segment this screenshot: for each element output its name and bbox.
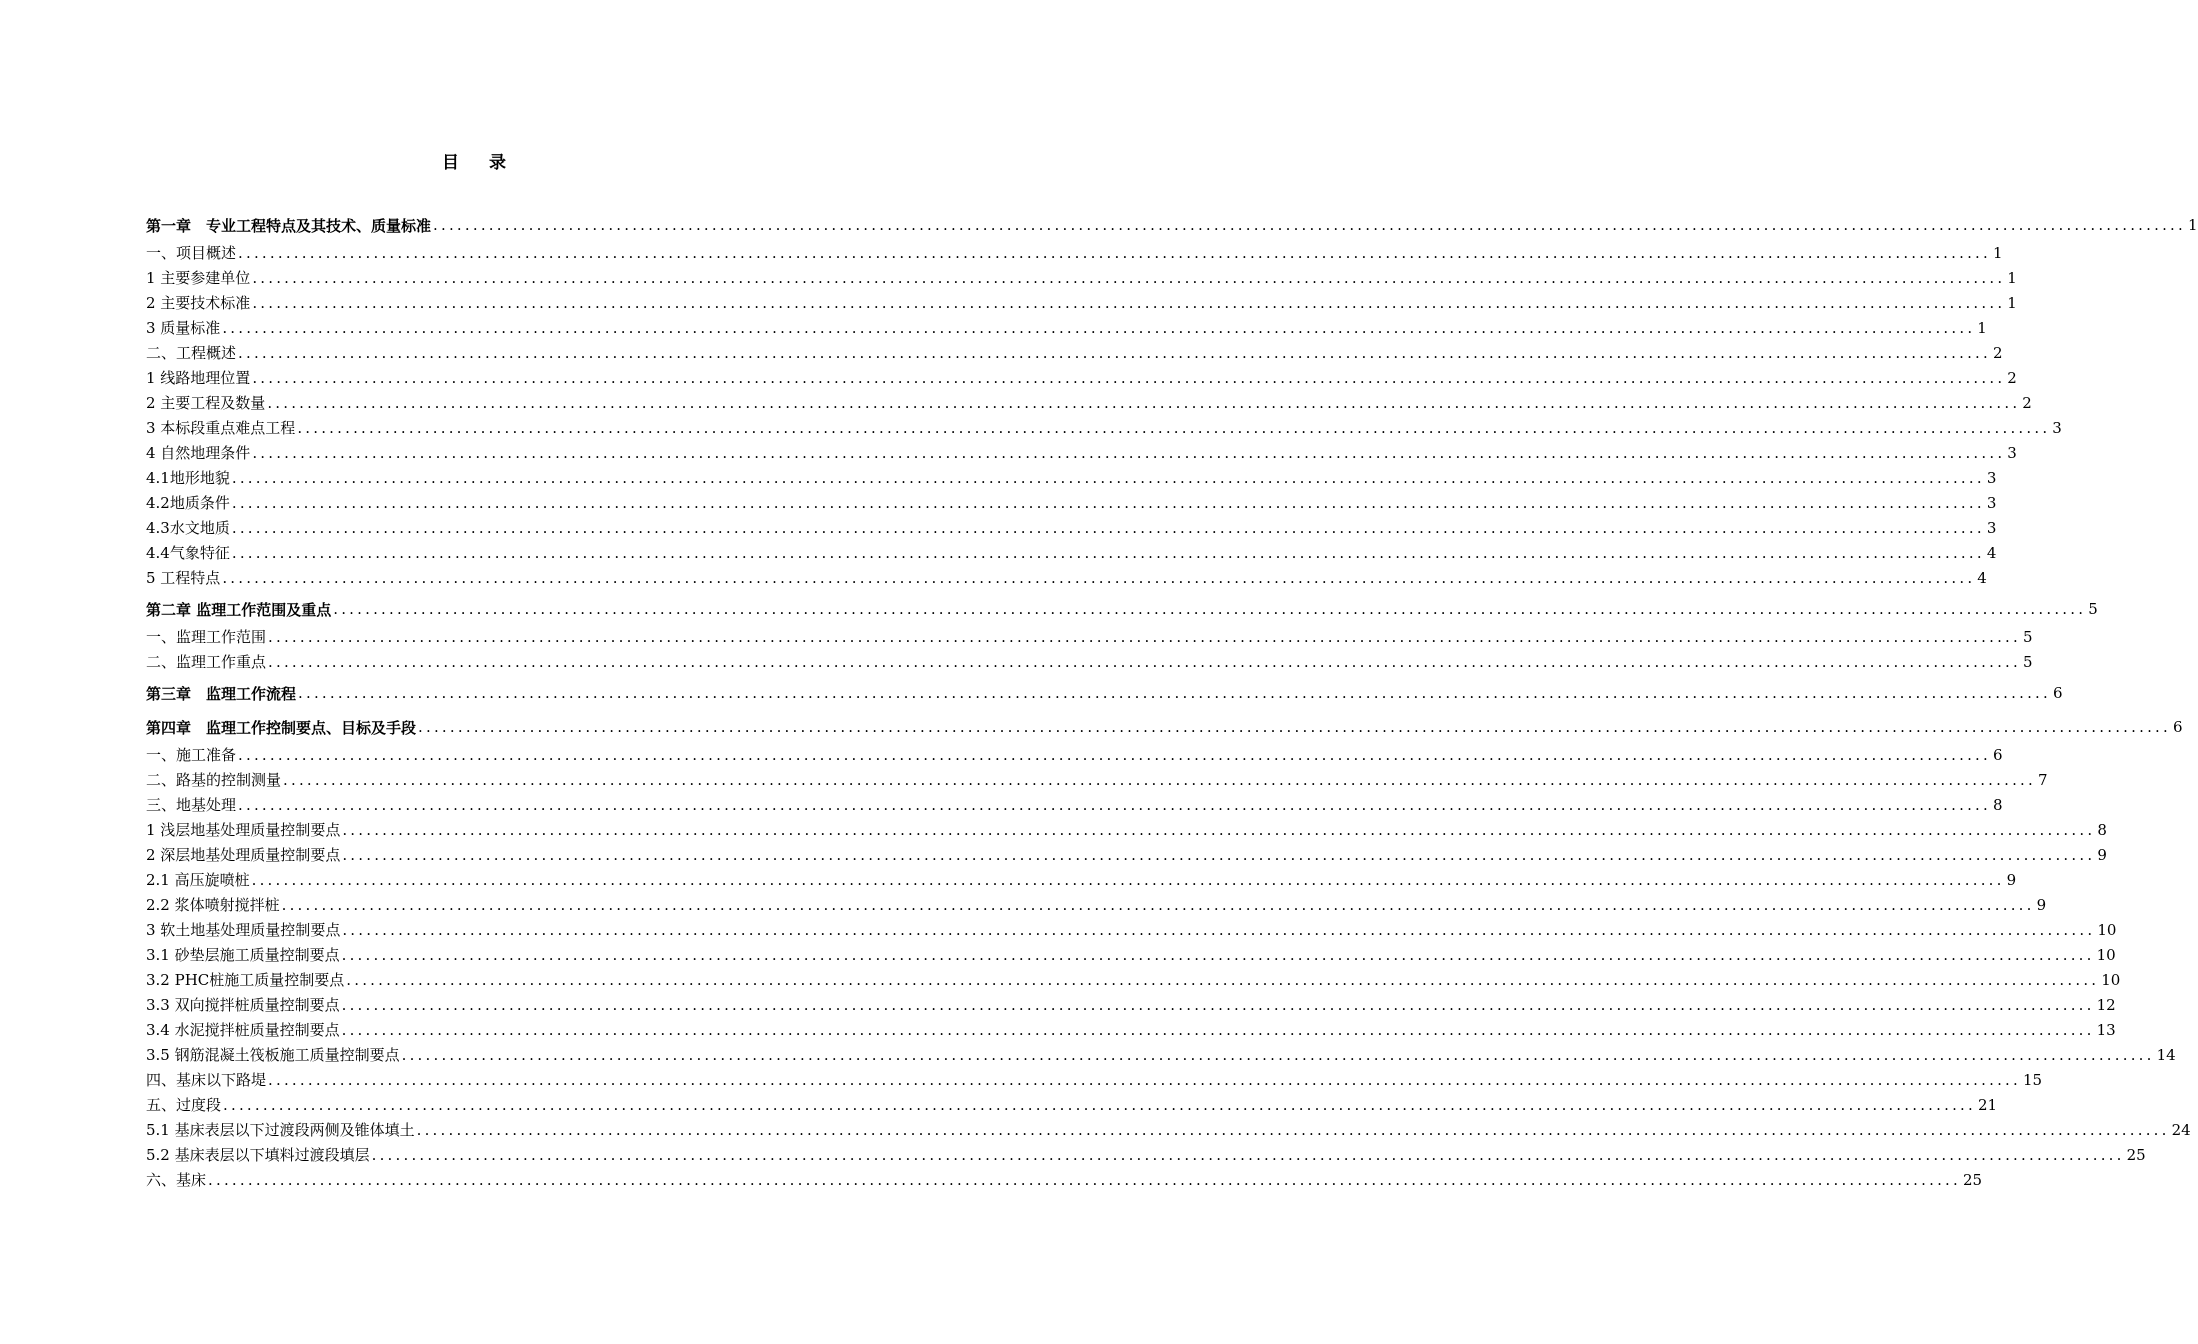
toc-page-number: 2 (2022, 394, 2032, 412)
toc-page-number: 9 (2097, 846, 2107, 864)
toc-leader-dots: ............................................................................................................................................................................................................................ (333, 600, 2087, 618)
toc-entry[interactable] (146, 1119, 2191, 1144)
toc-entry-text: 第四章 监理工作控制要点、目标及手段 (146, 718, 417, 737)
toc-leader-dots: ............................................................................................................................................................................................................................ (238, 796, 1991, 814)
toc-page-number: 2 (2007, 369, 2017, 387)
toc-entry[interactable] (146, 267, 2017, 292)
toc-entry-text: 2 深层地基处理质量控制要点 (146, 846, 341, 864)
toc-page-number: 13 (2096, 1021, 2116, 1039)
toc-entry-text: 五、过度段 (146, 1096, 222, 1114)
toc-chapter-entry[interactable] (146, 676, 2063, 710)
toc-entry[interactable] (146, 769, 2048, 794)
toc-leader-dots: ............................................................................................................................................................................................................................ (222, 569, 1976, 587)
toc-page-number: 4 (1986, 544, 1997, 562)
toc-entry-text: 三、地基处理 (146, 796, 237, 814)
toc-chapter-entry[interactable] (146, 208, 2198, 242)
toc-entry-text: 第一章 专业工程特点及其技术、质量标准 (146, 216, 432, 235)
toc-page-number: 10 (2101, 971, 2121, 989)
toc-page-number: 1 (2007, 294, 2017, 312)
toc-leader-dots: ............................................................................................................................................................................................................................ (418, 718, 2171, 736)
toc-title (0, 148, 950, 173)
toc-entry-text: 1 主要参建单位 (146, 269, 251, 287)
toc-entry[interactable] (146, 442, 2017, 467)
toc-page-number: 24 (2171, 1121, 2191, 1139)
toc-entry-text: 2 主要技术标准 (146, 294, 251, 312)
toc-entry-text: 二、路基的控制测量 (146, 771, 282, 789)
toc-page-number: 21 (1978, 1096, 1998, 1114)
toc-entry-text: 一、项目概述 (146, 244, 237, 262)
toc-leader-dots: ............................................................................................................................................................................................................................ (346, 971, 2100, 989)
toc-entry[interactable] (146, 1019, 2116, 1044)
toc-leader-dots: ............................................................................................................................................................................................................................ (222, 319, 1976, 337)
toc-entry-text: 2 主要工程及数量 (146, 394, 266, 412)
toc-entry-text: 2.1 高压旋喷桩 (146, 871, 250, 889)
toc-entry-text: 3.5 钢筋混凝土筏板施工质量控制要点 (146, 1046, 400, 1064)
toc-page-number: 10 (2097, 921, 2117, 939)
toc-entry-text: 3 本标段重点难点工程 (146, 419, 296, 437)
toc-entry-text: 5.1 基床表层以下过渡段两侧及锥体填土 (146, 1121, 415, 1139)
toc-page-number: 25 (1963, 1171, 1983, 1189)
toc-entry-text: 4.2地质条件 (146, 494, 230, 512)
toc-leader-dots: ............................................................................................................................................................................................................................ (252, 269, 2006, 287)
toc-leader-dots: ............................................................................................................................................................................................................................ (238, 344, 1991, 362)
toc-leader-dots: ............................................................................................................................................................................................................................ (231, 494, 1985, 512)
toc-entry[interactable] (146, 1069, 2043, 1094)
toc-entry[interactable] (146, 467, 1997, 492)
toc-page-number: 3 (1986, 494, 1997, 512)
toc-entry[interactable] (146, 317, 1987, 342)
toc-entry[interactable] (146, 1094, 1998, 1119)
toc-page-number: 10 (2096, 946, 2116, 964)
toc-entry[interactable] (146, 1169, 1983, 1194)
toc-page-number: 8 (2097, 821, 2107, 839)
toc-entry[interactable] (146, 567, 1987, 592)
toc-page-number: 3 (2007, 444, 2017, 462)
toc-entry[interactable] (146, 1144, 2146, 1169)
toc-entry-text: 3 质量标准 (146, 319, 221, 337)
toc-entry-text: 第三章 监理工作流程 (146, 684, 297, 703)
toc-page-number: 1 (2007, 269, 2017, 287)
toc-page-number: 5 (2023, 628, 2033, 646)
toc-entry-text: 5 工程特点 (146, 569, 221, 587)
toc-entry[interactable] (146, 994, 2116, 1019)
toc-leader-dots: ............................................................................................................................................................................................................................ (252, 294, 2006, 312)
toc-entry-text: 1 线路地理位置 (146, 369, 251, 387)
toc-entry-text: 3.4 水泥搅拌桩质量控制要点 (146, 1021, 340, 1039)
toc-entry-text: 3.1 砂垫层施工质量控制要点 (146, 946, 340, 964)
toc-leader-dots: ............................................................................................................................................................................................................................ (231, 544, 1985, 562)
toc-leader-dots: ............................................................................................................................................................................................................................ (231, 469, 1985, 487)
toc-entry-text: 四、基床以下路堤 (146, 1071, 267, 1089)
toc-entry[interactable] (146, 744, 2003, 769)
toc-page-number: 14 (2156, 1046, 2176, 1064)
toc-entry-text: 六、基床 (146, 1171, 207, 1189)
toc-entry-text: 一、施工准备 (146, 746, 237, 764)
toc-entry-text: 3 软土地基处理质量控制要点 (146, 921, 341, 939)
toc-entry[interactable] (146, 242, 2003, 267)
toc-entry[interactable] (146, 367, 2017, 392)
toc-page-number: 1 (1993, 244, 2003, 262)
toc-entry-text: 4.4气象特征 (146, 544, 230, 562)
toc-page-number: 8 (1993, 796, 2003, 814)
toc-leader-dots: ............................................................................................................................................................................................................................ (416, 1121, 2170, 1139)
toc-page-number: 12 (2096, 996, 2116, 1014)
toc-entry-text: 一、监理工作范围 (146, 628, 267, 646)
toc-leader-dots: ............................................................................................................................................................................................................................ (268, 628, 2021, 646)
toc-title-left: 目 (442, 153, 461, 173)
toc-leader-dots: ............................................................................................................................................................................................................................ (342, 846, 2096, 864)
toc-entry-text: 5.2 基床表层以下填料过渡段填层 (146, 1146, 370, 1164)
toc-entry[interactable] (146, 869, 2017, 894)
toc-entry[interactable] (146, 844, 2107, 869)
toc-leader-dots: ............................................................................................................................................................................................................................ (342, 921, 2096, 939)
toc-page-number: 15 (2023, 1071, 2043, 1089)
toc-leader-dots: ............................................................................................................................................................................................................................ (208, 1171, 1961, 1189)
toc-leader-dots: ............................................................................................................................................................................................................................ (341, 1021, 2095, 1039)
toc-page-number: 9 (2036, 896, 2047, 914)
toc-page-number: 1 (2188, 216, 2198, 234)
toc-page-number: 25 (2126, 1146, 2146, 1164)
toc-entry[interactable] (146, 819, 2107, 844)
toc-leader-dots: ............................................................................................................................................................................................................................ (281, 896, 2035, 914)
toc-entry[interactable] (146, 651, 2033, 676)
toc-page-number: 7 (2038, 771, 2048, 789)
toc-entry-text: 1 浅层地基处理质量控制要点 (146, 821, 341, 839)
toc-page-number: 5 (2023, 653, 2033, 671)
toc-entry[interactable] (146, 542, 1997, 567)
toc-leader-dots: ............................................................................................................................................................................................................................ (341, 946, 2095, 964)
toc-page-number: 4 (1977, 569, 1987, 587)
toc-entry-text: 3.3 双向搅拌桩质量控制要点 (146, 996, 340, 1014)
toc-entry-text: 4.3水文地质 (146, 519, 230, 537)
toc-entry[interactable] (146, 1044, 2176, 1069)
toc-entry-text: 4 自然地理条件 (146, 444, 251, 462)
toc-entry-text: 2.2 浆体喷射搅拌桩 (146, 896, 280, 914)
toc-entry-text: 4.1地形地貌 (146, 469, 230, 487)
toc-leader-dots: ............................................................................................................................................................................................................................ (268, 1071, 2021, 1089)
toc-title-right: 录 (489, 153, 508, 173)
toc-entry[interactable] (146, 919, 2117, 944)
toc-leader-dots: ............................................................................................................................................................................................................................ (252, 444, 2006, 462)
toc-leader-dots: ............................................................................................................................................................................................................................ (231, 519, 1985, 537)
toc-page-number: 2 (1993, 344, 2003, 362)
toc-leader-dots: ............................................................................................................................................................................................................................ (341, 996, 2095, 1014)
toc-chapter-entry[interactable] (146, 710, 2183, 744)
toc-page-number: 3 (1986, 519, 1997, 537)
toc-leader-dots: ............................................................................................................................................................................................................................ (371, 1146, 2125, 1164)
toc-entry[interactable] (146, 517, 1997, 542)
toc-entry-text: 二、监理工作重点 (146, 653, 267, 671)
toc-page-number: 3 (1986, 469, 1997, 487)
table-of-contents (146, 208, 2198, 1194)
toc-page-number: 5 (2088, 600, 2098, 618)
toc-leader-dots: ............................................................................................................................................................................................................................ (223, 1096, 1976, 1114)
toc-leader-dots: ............................................................................................................................................................................................................................ (267, 394, 2021, 412)
toc-entry[interactable] (146, 894, 2047, 919)
toc-entry[interactable] (146, 342, 2003, 367)
toc-entry[interactable] (146, 292, 2017, 317)
toc-leader-dots: ............................................................................................................................................................................................................................ (298, 684, 2051, 702)
toc-entry[interactable] (146, 417, 2062, 442)
toc-leader-dots: ............................................................................................................................................................................................................................ (433, 216, 2186, 234)
toc-entry[interactable] (146, 392, 2032, 417)
toc-leader-dots: ............................................................................................................................................................................................................................ (268, 653, 2021, 671)
toc-entry-text: 3.2 PHC桩施工质量控制要点 (146, 971, 345, 989)
toc-page-number: 3 (2052, 419, 2062, 437)
toc-chapter-entry[interactable] (146, 592, 2098, 626)
toc-leader-dots: ............................................................................................................................................................................................................................ (297, 419, 2051, 437)
toc-entry-text: 第二章 监理工作范围及重点 (146, 600, 332, 619)
toc-page-number: 6 (1993, 746, 2003, 764)
toc-leader-dots: ............................................................................................................................................................................................................................ (238, 746, 1991, 764)
toc-entry[interactable] (146, 794, 2003, 819)
toc-leader-dots: ............................................................................................................................................................................................................................ (251, 871, 2005, 889)
toc-entry[interactable] (146, 626, 2033, 651)
toc-entry[interactable] (146, 492, 1997, 517)
toc-leader-dots: ............................................................................................................................................................................................................................ (252, 369, 2006, 387)
toc-page-number: 9 (2006, 871, 2017, 889)
toc-entry[interactable] (146, 969, 2121, 994)
toc-page-number: 6 (2053, 684, 2063, 702)
toc-entry-text: 二、工程概述 (146, 344, 237, 362)
toc-leader-dots: ............................................................................................................................................................................................................................ (342, 821, 2096, 839)
toc-leader-dots: ............................................................................................................................................................................................................................ (238, 244, 1991, 262)
toc-entry[interactable] (146, 944, 2116, 969)
toc-leader-dots: ............................................................................................................................................................................................................................ (401, 1046, 2155, 1064)
toc-page-number: 1 (1977, 319, 1987, 337)
toc-leader-dots: ............................................................................................................................................................................................................................ (283, 771, 2036, 789)
toc-page-number: 6 (2173, 718, 2183, 736)
